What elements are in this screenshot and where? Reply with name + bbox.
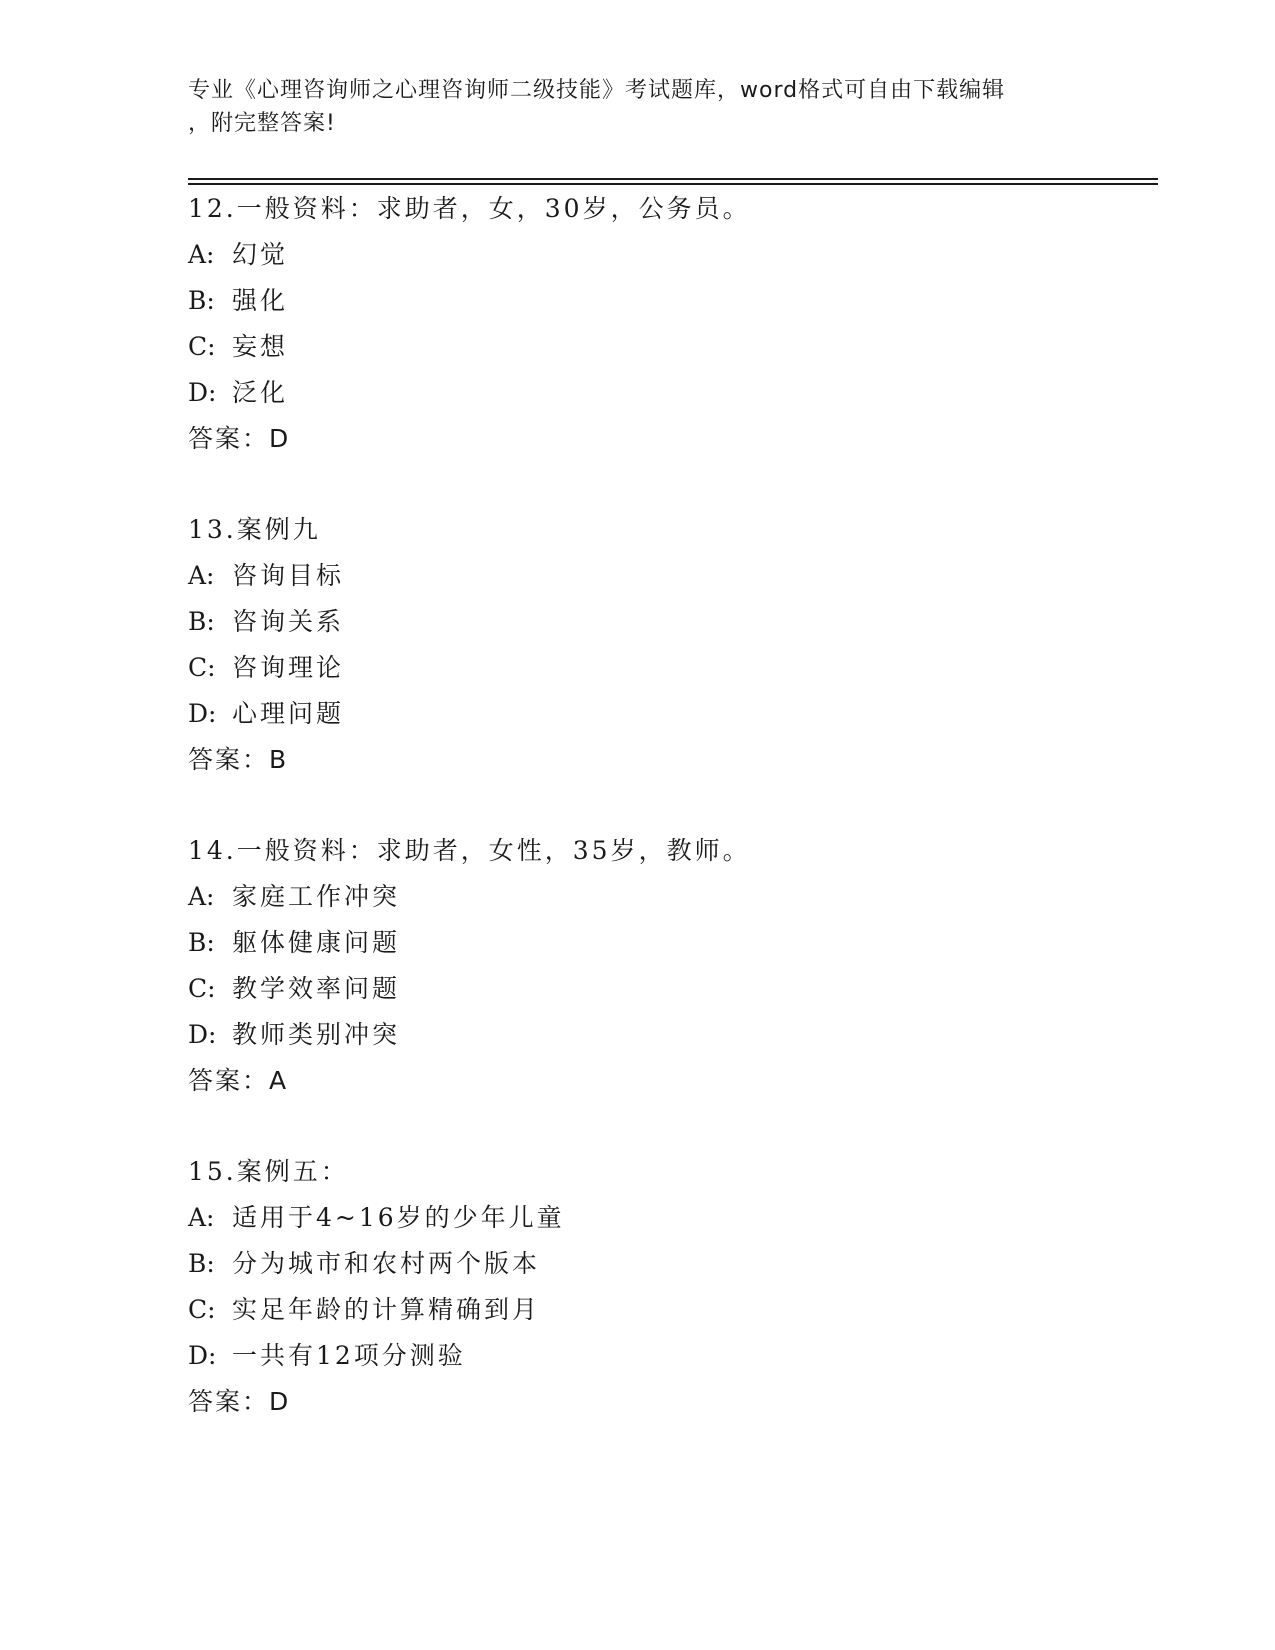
option-c [188, 645, 1148, 691]
option-b [188, 278, 1148, 324]
option-label: C: [188, 653, 216, 682]
header-divider-bottom [188, 183, 1158, 185]
option-a [188, 232, 1148, 278]
header-divider-top [188, 178, 1158, 180]
option-text: 幻觉 [232, 240, 289, 269]
option-d [188, 1333, 1148, 1379]
question-stem: 14.一般资料：求助者，女性，35岁，教师。 [188, 836, 751, 865]
option-text: 妄想 [232, 332, 289, 361]
option-d [188, 1012, 1148, 1058]
question-stem: 13.案例九 [188, 515, 321, 544]
option-text: 咨询目标 [232, 561, 345, 590]
question-12 [188, 186, 1148, 462]
option-label: C: [188, 974, 216, 1003]
option-label: D: [188, 1020, 217, 1049]
option-a [188, 553, 1148, 599]
option-text: 一共有12项分测验 [232, 1341, 466, 1370]
answer-line: 答案：D [188, 424, 291, 453]
option-b [188, 599, 1148, 645]
option-label: C: [188, 1295, 216, 1324]
option-text: 躯体健康问题 [232, 928, 401, 957]
answer-line: 答案：B [188, 745, 289, 774]
question-stem: 15.案例五： [188, 1157, 349, 1186]
option-text: 强化 [232, 286, 289, 315]
document-header [188, 74, 1088, 140]
option-c [188, 966, 1148, 1012]
option-label: D: [188, 1341, 217, 1370]
option-label: B: [188, 286, 215, 315]
option-text: 实足年龄的计算精确到月 [232, 1295, 541, 1324]
option-text: 咨询关系 [232, 607, 345, 636]
option-b [188, 920, 1148, 966]
option-text: 泛化 [232, 378, 289, 407]
question-13 [188, 507, 1148, 783]
option-text: 家庭工作冲突 [232, 882, 401, 911]
option-label: A: [188, 882, 215, 911]
header-line-2: ，附完整答案! [188, 111, 336, 136]
question-15 [188, 1149, 1148, 1425]
option-a [188, 874, 1148, 920]
option-b [188, 1241, 1148, 1287]
question-list [188, 186, 1148, 1425]
option-label: D: [188, 378, 217, 407]
option-label: B: [188, 928, 215, 957]
header-line-1: 专业《心理咨询师之心理咨询师二级技能》考试题库，word格式可自由下载编辑 [188, 78, 1006, 103]
question-stem: 12.一般资料：求助者，女，30岁，公务员。 [188, 194, 751, 223]
answer-line: 答案：D [188, 1387, 291, 1416]
question-14 [188, 828, 1148, 1104]
option-label: A: [188, 1203, 215, 1232]
option-text: 教师类别冲突 [232, 1020, 401, 1049]
answer-line: 答案：A [188, 1066, 289, 1095]
option-d [188, 370, 1148, 416]
option-a [188, 1195, 1148, 1241]
option-label: A: [188, 240, 215, 269]
option-d [188, 691, 1148, 737]
option-text: 分为城市和农村两个版本 [232, 1249, 541, 1278]
option-c [188, 324, 1148, 370]
option-label: B: [188, 607, 215, 636]
option-label: B: [188, 1249, 215, 1278]
option-label: D: [188, 699, 217, 728]
option-label: A: [188, 561, 215, 590]
option-text: 咨询理论 [232, 653, 345, 682]
option-text: 心理问题 [232, 699, 345, 728]
option-label: C: [188, 332, 216, 361]
option-text: 教学效率问题 [232, 974, 401, 1003]
option-c [188, 1287, 1148, 1333]
option-text: 适用于4~16岁的少年儿童 [232, 1203, 565, 1232]
